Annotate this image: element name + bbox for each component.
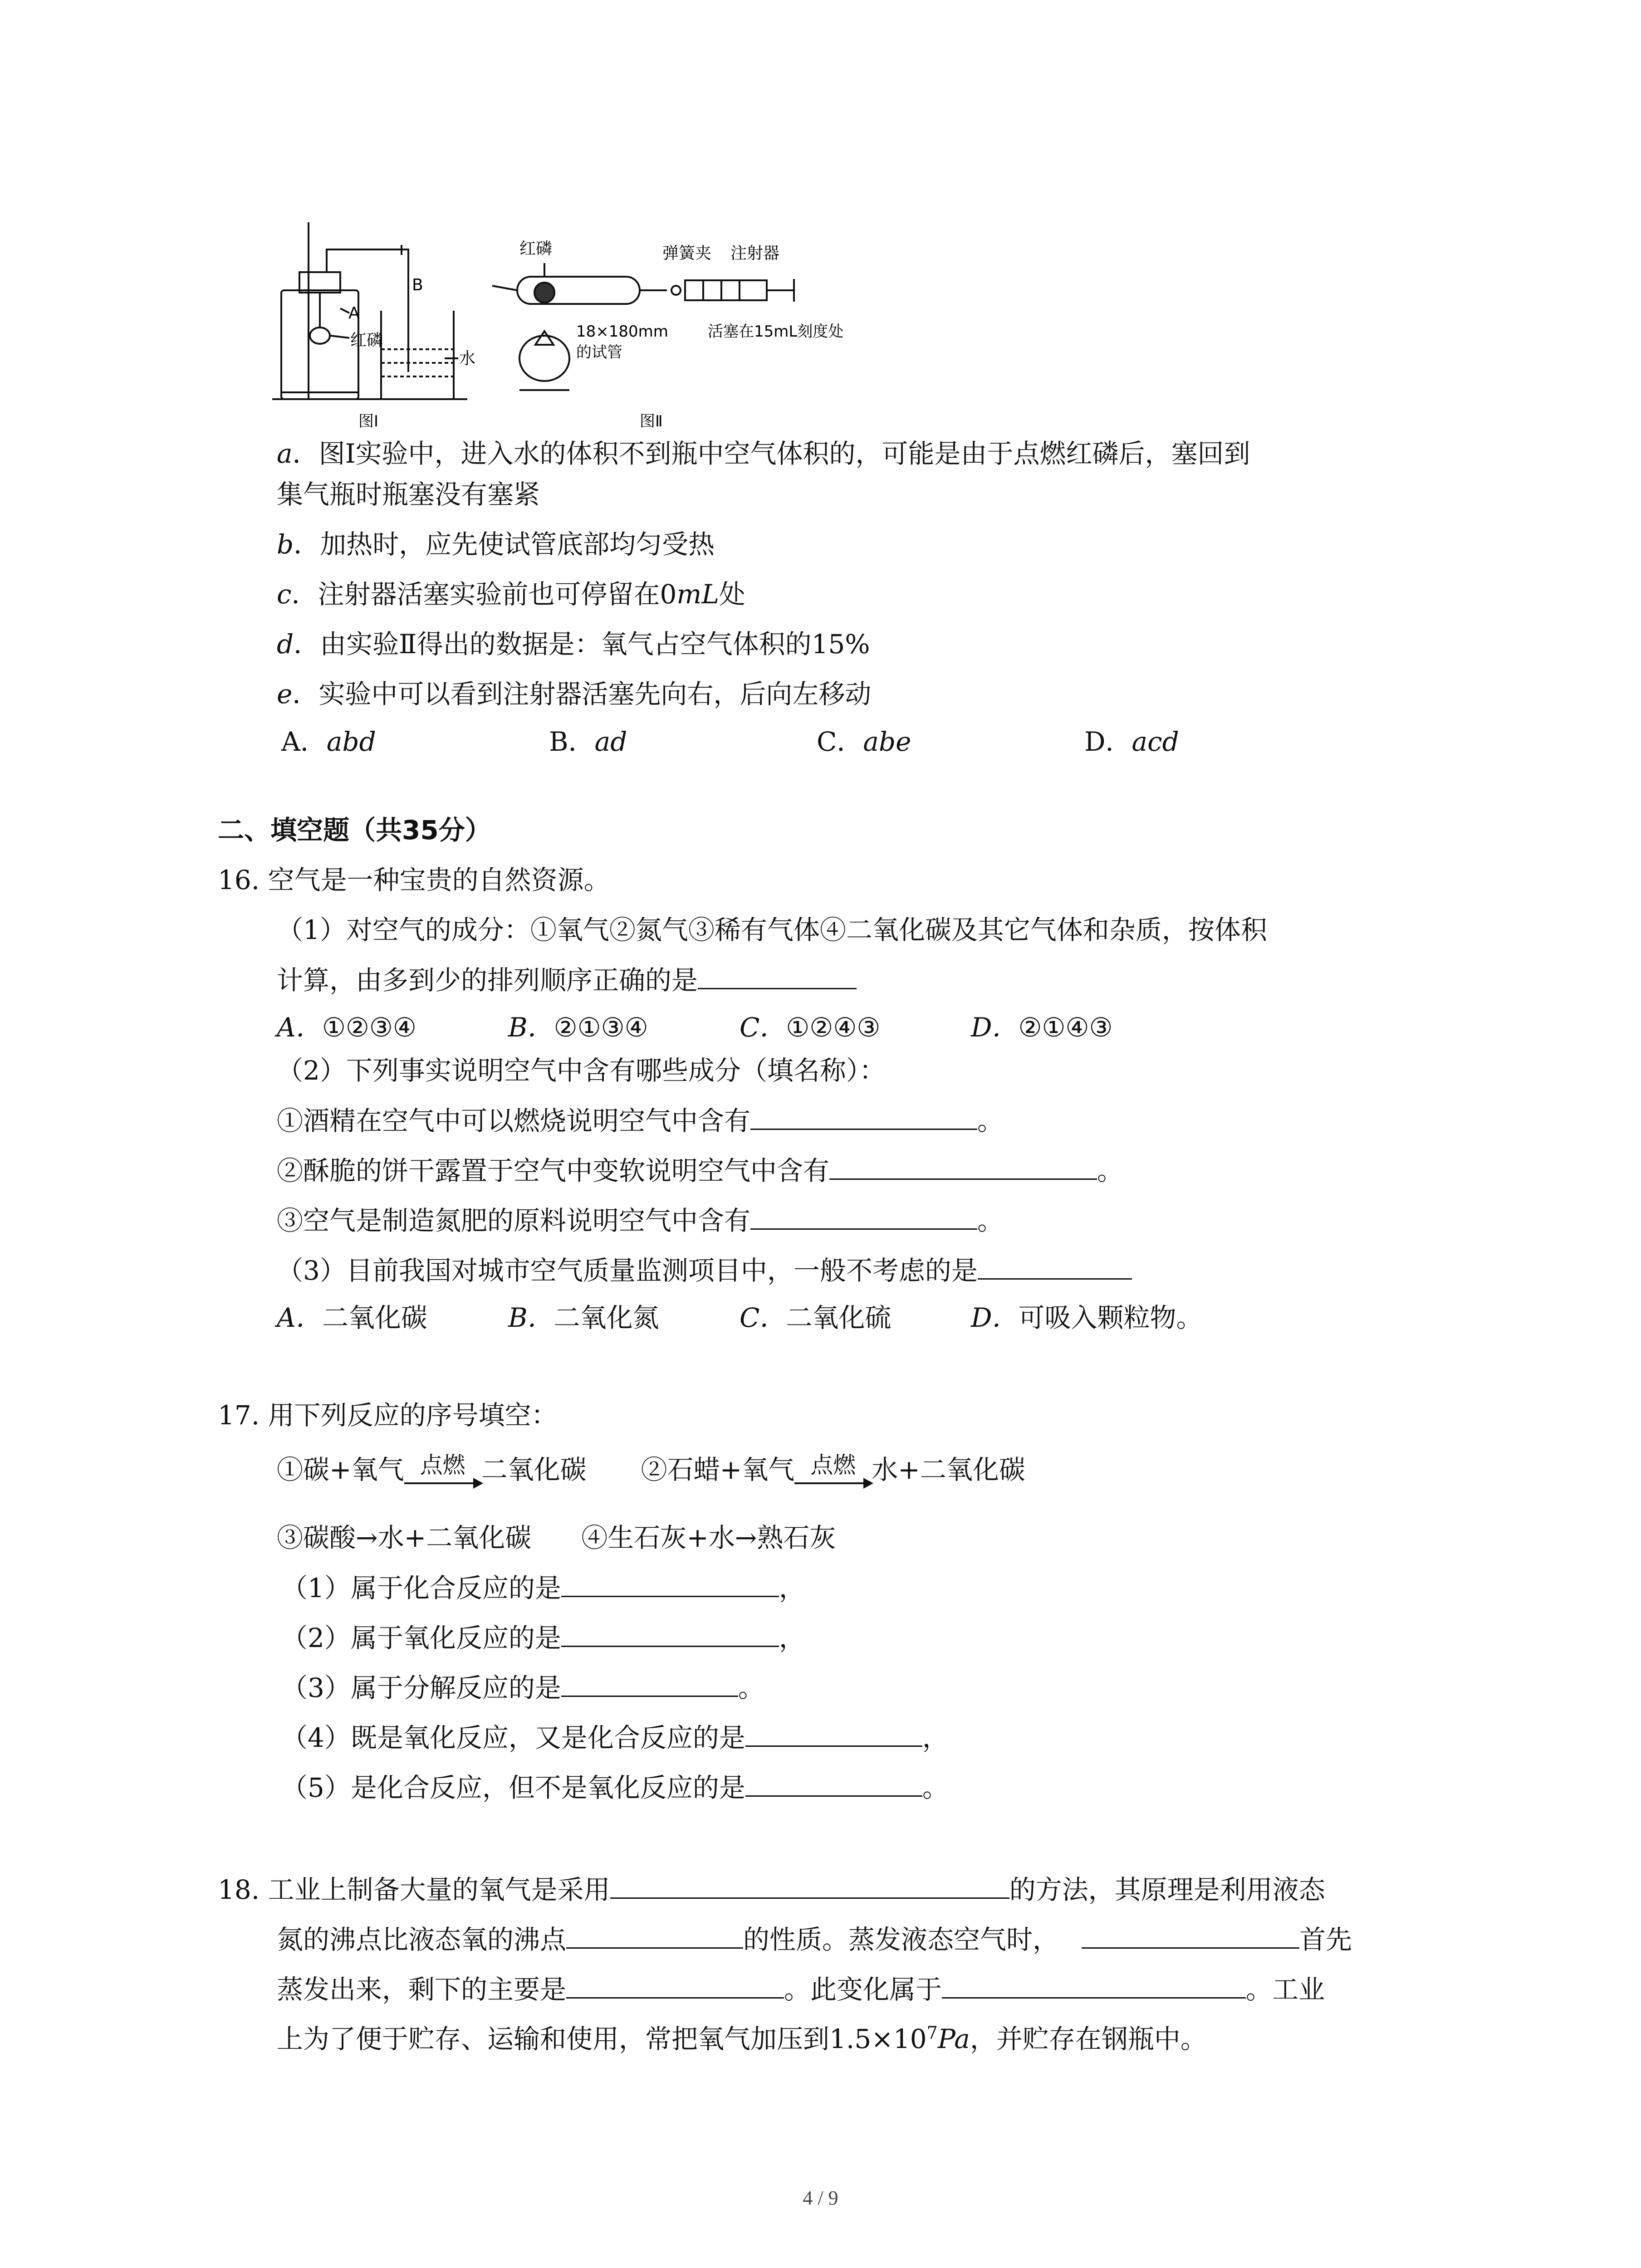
q17-sub5: （5）是化合反应，但不是氧化反应的是 。 xyxy=(281,1769,949,1806)
q17-blank-2[interactable] xyxy=(561,1619,779,1647)
q15-statement-e: e．实验中可以看到注射器活塞先向右，后向左移动 xyxy=(277,679,872,709)
fig2-label-phosphorus: 红磷 xyxy=(519,240,553,258)
fig1-label-b: B xyxy=(412,276,423,294)
ignite-arrow-2: 点燃 xyxy=(794,1452,872,1488)
q16-part2-item2: ②酥脆的饼干露置于空气中变软说明空气中含有 。 xyxy=(277,1152,1123,1189)
fig2-label-syringe: 注射器 xyxy=(730,244,780,263)
q18-line3: 蒸发出来，剩下的主要是 。此变化属于 。工业 xyxy=(277,1971,1325,2008)
q16-p3-option-d[interactable]: D．可吸入颗粒物。 xyxy=(971,1302,1203,1333)
q16-p1-option-d[interactable]: D．②①④③ xyxy=(971,1012,1113,1043)
q16-p2-blank-1[interactable] xyxy=(750,1102,977,1130)
q17-blank-5[interactable] xyxy=(745,1769,922,1797)
q16-p1-option-c[interactable]: C．①②④③ xyxy=(740,1012,881,1043)
q16-part3-stem: （3）目前我国对城市空气质量监测项目中，一般不考虑的是 xyxy=(277,1252,1132,1289)
q16-p2-blank-3[interactable] xyxy=(750,1202,977,1230)
q16-p3-answer-blank[interactable] xyxy=(978,1252,1132,1280)
q16-part1-answer-blank[interactable] xyxy=(698,962,857,989)
q17-blank-1[interactable] xyxy=(561,1569,779,1597)
q16-part1-choices xyxy=(277,1009,1113,1046)
fig2-label-tube: 18×180mm xyxy=(576,323,668,341)
q17-blank-3[interactable] xyxy=(561,1669,738,1697)
fig2-label-clamp: 弹簧夹 xyxy=(662,244,712,263)
fig2-caption: 图Ⅱ xyxy=(640,412,663,430)
q16-part3-choices xyxy=(277,1300,1203,1336)
q16-p1-option-a[interactable]: A．①②③④ xyxy=(277,1012,416,1043)
q18-blank-change-type[interactable] xyxy=(942,1971,1246,1999)
q15-option-a[interactable]: A．abd xyxy=(281,726,376,757)
q17-sub3: （3）属于分解反应的是 。 xyxy=(281,1669,764,1706)
q15-option-b[interactable]: B．ad xyxy=(549,726,627,757)
section-heading: 二、填空题（共35分） xyxy=(218,815,491,846)
q16-p1-option-b[interactable]: B．②①③④ xyxy=(508,1012,648,1043)
q16-part1-line1: （1）对空气的成分：①氧气②氮气③稀有气体④二氧化碳及其它气体和杂质，按体积 xyxy=(277,914,1267,945)
q16-part1-line2: 计算，由多到少的排列顺序正确的是 xyxy=(277,962,857,998)
q15-option-d[interactable]: D．acd xyxy=(1084,726,1179,757)
q18-blank-method[interactable] xyxy=(610,1871,1009,1899)
q16-p3-option-a[interactable]: A．二氧化碳 xyxy=(277,1302,427,1333)
fig1-label-water: 水 xyxy=(459,349,476,368)
q17-reactions-row1: ①碳+氧气 点燃 二氧化碳 ②石蜡+氧气 点燃 水+二氧化碳 xyxy=(277,1452,1025,1488)
q15-statement-a-cont: 集气瓶时瓶塞没有塞紧 xyxy=(277,479,540,510)
q15-option-c[interactable]: C．abe xyxy=(817,726,911,757)
q16-stem: 16. 空气是一种宝贵的自然资源。 xyxy=(218,865,610,895)
page-number: 4 / 9 xyxy=(803,2187,838,2209)
q17-reactions-row2: ③碳酸→水+二氧化碳 ④生石灰+水→熟石灰 xyxy=(277,1522,836,1553)
q15-statement-b: b．加热时，应先使试管底部均匀受热 xyxy=(277,529,715,560)
q16-p2-blank-2[interactable] xyxy=(829,1152,1097,1180)
q18-line4: 上为了便于贮存、运输和使用，常把氧气加压到$1.5\times 10^7Pa$，并贮存在钢瓶中。 xyxy=(277,2023,1207,2054)
q18-blank-boiling[interactable] xyxy=(566,1921,743,1949)
q17-stem: 17. 用下列反应的序号填空： xyxy=(218,1400,558,1431)
q16-p3-option-c[interactable]: C．二氧化硫 xyxy=(740,1302,892,1333)
fig2-label-tube-2: 的试管 xyxy=(576,343,622,362)
q17-sub2: （2）属于氧化反应的是 ， xyxy=(281,1619,805,1656)
q15-statement-d: d．由实验Ⅱ得出的数据是：氧气占空气体积的15% xyxy=(277,629,870,660)
q18-blank-remaining[interactable] xyxy=(566,1971,784,1999)
fig1-label-a: A xyxy=(348,304,360,323)
fig1-caption: 图Ⅰ xyxy=(358,412,379,430)
q17-sub1: （1）属于化合反应的是 ， xyxy=(281,1569,805,1606)
fig2-label-piston: 活塞在15mL刻度处 xyxy=(708,323,844,341)
figure-1-apparatus xyxy=(272,222,467,399)
ignite-arrow-1: 点燃 xyxy=(404,1452,481,1488)
q18-line2: 氮的沸点比液态氧的沸点 的性质。蒸发液态空气时， 首先 xyxy=(277,1921,1352,1958)
q17-sub4: （4）既是氧化反应，又是化合反应的是 ， xyxy=(281,1719,949,1756)
q16-p3-option-b[interactable]: B．二氧化氮 xyxy=(508,1302,659,1333)
q18-line1: 18. 工业上制备大量的氧气是采用 的方法，其原理是利用液态 xyxy=(218,1871,1325,1908)
q16-part2-item1: ①酒精在空气中可以燃烧说明空气中含有 。 xyxy=(277,1102,1004,1139)
q16-part2-stem: （2）下列事实说明空气中含有哪些成分（填名称）： xyxy=(277,1055,886,1086)
q15-choices xyxy=(281,723,1179,760)
q15-statement-c: c．注射器活塞实验前也可停留在0mL处 xyxy=(277,579,745,610)
q17-blank-4[interactable] xyxy=(745,1719,922,1747)
experiment-figure xyxy=(272,218,907,440)
q18-blank-first[interactable] xyxy=(1082,1921,1299,1949)
fig1-label-phosphorus: 红磷 xyxy=(350,331,383,350)
q15-statement-a: a．图Ⅰ实验中，进入水的体积不到瓶中空气体积的，可能是由于点燃红磷后，塞回到 xyxy=(277,438,1250,469)
q16-part2-item3: ③空气是制造氮肥的原料说明空气中含有 。 xyxy=(277,1202,1004,1239)
